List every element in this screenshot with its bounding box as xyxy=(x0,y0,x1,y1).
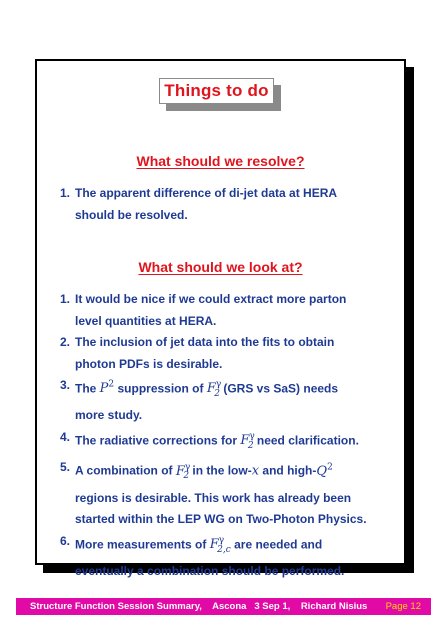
list-item: 2. The inclusion of jet data into the fits to obtain photon PDFs is desirable. xyxy=(60,335,335,371)
math-f2-gamma: $F^\gamma_2$ xyxy=(206,380,222,399)
math-x: x xyxy=(251,463,260,479)
math-f2-gamma: $F^\gamma_2$ xyxy=(240,431,255,451)
list-item: 6. More measurements of $F^\gamma_{2,c}$ are needed and eventually a combination should be performed. xyxy=(60,533,345,579)
page-title: Things to do xyxy=(164,81,269,100)
look-list xyxy=(60,289,390,583)
section-heading-resolve: What should we resolve? xyxy=(136,153,305,169)
list-item: 1. The apparent difference of di-jet data at HERA should be resolved. xyxy=(60,186,338,222)
math-f2-gamma: $F^\gamma_2$ xyxy=(175,462,191,482)
math-p2: $P^2$ xyxy=(99,380,115,397)
footer-text: Structure Function Session Summary, Ascona 3 Sep 1, Richard Nisius xyxy=(30,601,368,612)
math-f2c-gamma: $F^\gamma_{2,c}$ xyxy=(209,535,231,555)
list-item: 1. It would be nice if we could extract more parton level quantities at HERA. xyxy=(60,292,347,328)
list-item: 5. A combination of $F^\gamma_2$ in the low-x and high-$Q^2$ regions is desirable. This work has already been started within the LEP WG on Two-Photon Physics. xyxy=(60,460,367,527)
math-q2: $Q^2$ xyxy=(316,462,333,479)
list-item: 4. The radiative corrections for $F^\gamma_2$ need clarification. xyxy=(60,429,359,451)
page-number: Page 12 xyxy=(385,601,421,612)
list-item: 3. The $P^2$ suppression of $F^\gamma_2$ (GRS vs SaS) needs more study. xyxy=(60,378,339,423)
section-heading-look: What should we look at? xyxy=(138,259,303,275)
title-box xyxy=(159,78,274,104)
footer-bar xyxy=(16,598,431,615)
resolve-list xyxy=(60,183,390,226)
